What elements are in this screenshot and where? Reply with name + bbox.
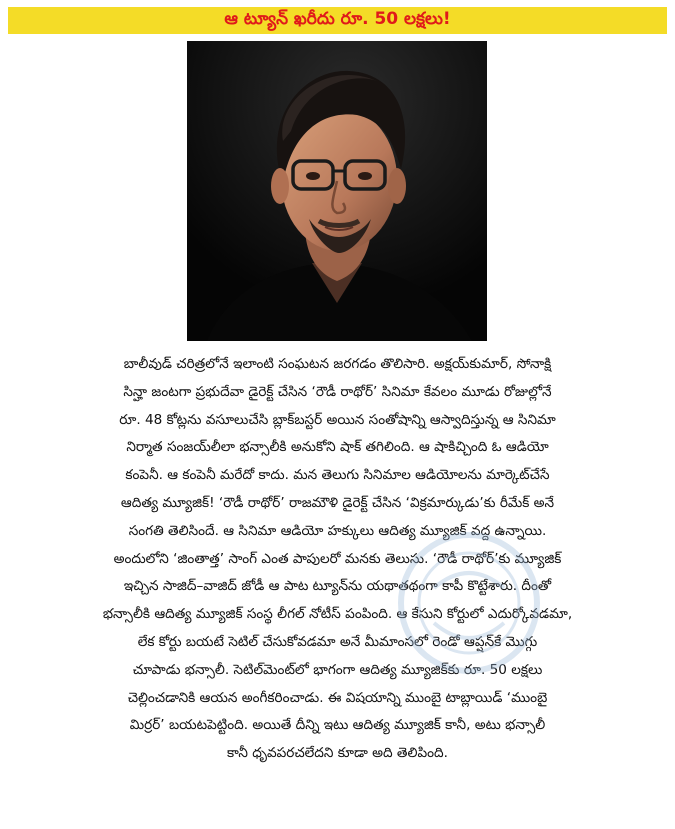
article-line: ఆదిత్య మ్యూజిక్! ‘రౌడీ రాథోర్’ రాజమౌళి డైరెక్ట్ చేసిన ‘విక్రమార్కుడు’కు రీమేక్ అనే <box>120 494 555 511</box>
article-line: సంగతి తెలిసిందే. ఆ సినిమా ఆడియో హక్కులు ఆదిత్య మ్యూజిక్ వద్ద ఉన్నాయి. <box>128 522 547 539</box>
article-line: మిర్రర్’ బయటపెట్టింది. అయితే దీన్ని ఇటు ఆదిత్య మ్యూజిక్ కానీ, అటు భన్సాలీ <box>129 717 546 734</box>
article-line: భన్సాలీకి ఆదిత్య మ్యూజిక్ సంస్థ లీగల్ నోటీస్ పంపింది. ఆ కేసుని కోర్టులో ఎదుర్కోవడమా, <box>102 606 573 623</box>
article-body <box>0 351 675 768</box>
article-line: లేక కోర్టు బయటే సెటిల్ చేసుకోవడమా అనే మీమాంసలో రెండో ఆప్షన్‌కే మొగ్గు <box>137 633 538 650</box>
article-line: సిన్హా జంటగా ప్రభుదేవా డైరెక్ట్ చేసిన ‘రౌడీ రాథోర్’ సినిమా కేవలం మూడు రోజుల్లోనే <box>123 383 552 400</box>
headline-banner <box>8 7 667 34</box>
headline-title: ఆ ట్యూన్ ఖరీదు రూ. 50 లక్షలు! <box>224 8 451 29</box>
article-line: కంపెనీ. ఆ కంపెనీ మరేదో కాదు. మన తెలుగు సినిమాల ఆడియోలను మార్కెట్‌చేసే <box>125 467 550 484</box>
portrait-illustration <box>187 41 487 341</box>
article-line: అందులోని ‘జింతాత్త’ సాంగ్ ఎంత పాపులరో మనకు తెలుసు. ‘రౌడీ రాథోర్’కు మ్యూజిక్ <box>113 550 562 567</box>
article-line: ఇచ్చిన సాజిద్–వాజిద్ జోడీ ఆ పాట ట్యూన్‌ను యథాతథంగా కాపీ కొట్టేశారు. దీంతో <box>123 578 552 595</box>
article-line: నిర్మాత సంజయ్‌లీలా భన్సాలీకి అనుకోని షాక్ తగిలింది. ఆ షాకిచ్చింది ఓ ఆడియో <box>126 439 549 456</box>
article-photo <box>187 41 487 341</box>
article-line: కానీ ధృవపరచలేదని కూడా అది తెలిపింది. <box>227 745 448 762</box>
article-line: చెల్లించడానికి ఆయన అంగీకరించాడు. ఈ విషయాన్ని ముంబై టాబ్లాయిడ్ ‘ముంబై <box>127 689 548 706</box>
article-line: చూపాడు భన్సాలీ. సెటిల్‌మెంట్‌లో భాగంగా ఆదిత్య మ్యూజిక్‌కు రూ. 50 లక్షలు <box>132 661 543 678</box>
article-line: రూ. 48 కోట్లను వసూలుచేసి బ్లాక్‌బస్టర్ అయిన సంతోషాన్ని ఆస్వాదిస్తున్న ఆ సినిమా <box>119 411 556 428</box>
article-line: బాలీవుడ్ చరిత్రలోనే ఇలాంటి సంఘటన జరగడం తొలిసారి. అక్షయ్‌కుమార్, సోనాక్షి <box>123 356 552 372</box>
